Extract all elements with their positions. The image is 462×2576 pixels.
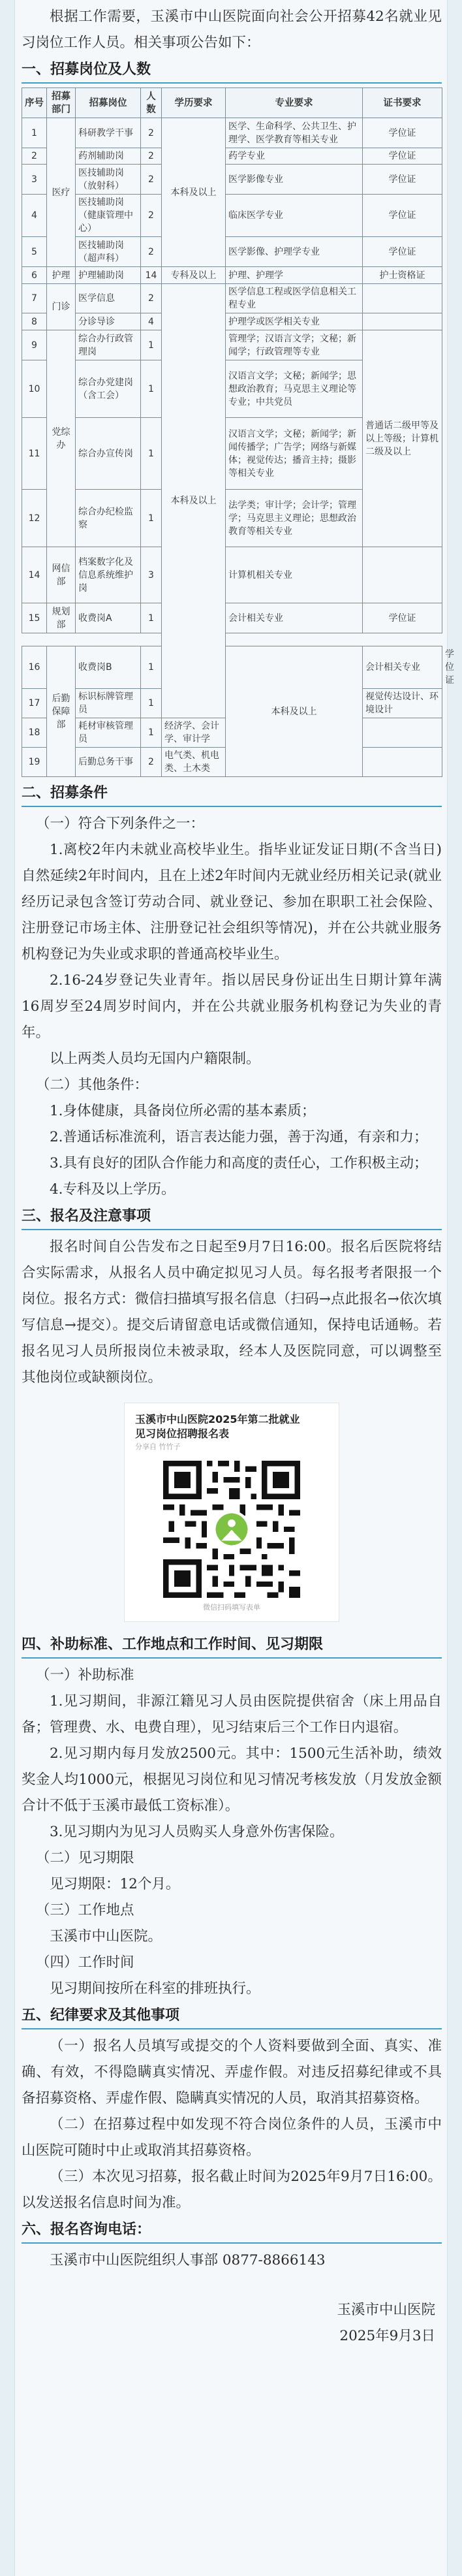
row-no: 2 — [22, 148, 47, 165]
row-post: 分诊导诊 — [76, 313, 141, 330]
footer-org: 玉溪市中山医院 — [337, 2302, 435, 2318]
subheading-place: （三）工作地点 — [36, 1902, 134, 1918]
table-row — [22, 330, 442, 360]
header-cert: 证书要求 — [363, 88, 442, 118]
row-no: 17 — [22, 689, 47, 718]
paragraph: 见习期限：12个月。 — [50, 1876, 180, 1892]
row-num: 1 — [141, 718, 162, 748]
row-post: 科研教学干事 — [76, 118, 141, 148]
row-num: 1 — [141, 330, 162, 360]
table-row — [22, 267, 442, 284]
paragraph: （一）报名人员填写或提交的个人资料要做到全面、真实、准确、有效，不得隐瞒真实情况、弄虚作假。对违反招募纪律或不具备招募资格、弄虚作假、隐瞒真实情况的人员，取消其招募资格。 — [22, 2038, 442, 2107]
row-major: 医学影像、护理学专业 — [226, 237, 363, 267]
row-post: 收费岗B — [76, 646, 141, 689]
row-num: 2 — [141, 165, 162, 195]
table-spacer-row — [22, 633, 442, 646]
row-cert: 普通话二级甲等及以上等级；计算机二级及以上 — [363, 330, 442, 547]
subheading-time: （四）工作时间 — [36, 1954, 134, 1971]
row-cert: 学位证 — [363, 603, 442, 633]
row-major: 法学类；审计学；会计学；管理学；马克思主义理论；思想政治教育等相关专业 — [226, 490, 363, 547]
row-no: 15 — [22, 603, 47, 633]
row-num: 2 — [141, 118, 162, 148]
paragraph: 1.离校2年内未就业高校毕业生。指毕业证发证日期(不含当日)自然延续2年时间内，且在上述2年时间内无就业经历相关记录(就业经历记录包含签订劳动合同、就业登记、参加在职职工社会保险、注册登记市场主体、注册登记社会组织等情况)，并在公共就业服务机构登记为失业或求职的普通高校毕业生。 — [22, 842, 442, 962]
row-num: 2 — [141, 148, 162, 165]
row-cert: 学位证 — [363, 237, 442, 267]
row-major: 医学影像专业 — [226, 165, 363, 195]
edu-cell: 本科及以上 — [162, 284, 226, 718]
paragraph: （二）在招募过程中如发现不符合岗位条件的人员，玉溪市中山医院可随时中止或取消其招募资格。 — [22, 2116, 442, 2159]
row-major: 会计相关专业 — [226, 603, 363, 633]
header-dept: 招募部门 — [47, 88, 76, 118]
row-post: 护理辅助岗 — [76, 267, 141, 284]
paragraph: 2.16-24岁登记失业青年。指以居民身份证出生日期计算年满16周岁至24周岁时间内，并在公共就业服务机构登记为失业的青年。 — [22, 972, 442, 1041]
row-post: 医技辅助岗（健康管理中心） — [76, 195, 141, 237]
table-row — [22, 547, 442, 603]
recruitment-table — [22, 87, 454, 777]
row-post: 收费岗A — [76, 603, 141, 633]
subheading-conditions-one: （一）符合下列条件之一： — [36, 816, 205, 832]
table-gap — [22, 633, 442, 646]
row-num: 2 — [141, 748, 162, 777]
row-major: 汉语言文学；文秘；新闻学；新闻传播学；广告学；网络与新媒体；视觉传达；播音主持；摄影等相关专业 — [226, 418, 363, 490]
header-edu: 学历要求 — [162, 88, 226, 118]
section-heading-contact: 六、报名咨询电话： — [22, 2220, 442, 2244]
row-major: 医学、生命科学、公共卫生、护理学、医学教育等相关专业 — [226, 118, 363, 148]
row-num: 3 — [141, 547, 162, 603]
paragraph: 玉溪市中山医院。 — [50, 1928, 162, 1945]
paragraph: （三）本次见习招募，报名截止时间为2025年9月7日16:00。以发送报名信息时间为准。 — [22, 2169, 442, 2211]
paragraph: 4.专科及以上学历。 — [50, 1181, 176, 1198]
paragraph: 以上两类人员均无国内户籍限制。 — [50, 1051, 260, 1067]
dept-cell: 医疗 — [47, 118, 76, 267]
row-no: 7 — [22, 284, 47, 313]
dept-cell: 党综办 — [47, 330, 76, 547]
article-content — [22, 0, 454, 2349]
row-no: 1 — [22, 118, 47, 148]
paragraph: 3.见习期内为见习人员购买人身意外伤害保险。 — [50, 1824, 344, 1840]
row-major: 临床医学专业 — [226, 195, 363, 237]
edu-cell: 本科及以上 — [162, 118, 226, 267]
form-title-line1: 玉溪市中山医院2025年第二批就业 — [135, 1413, 300, 1425]
row-post: 标识标牌管理员 — [76, 689, 141, 718]
table-row: 16 后勤保障部 收费岗B 1 本科及以上 会计相关专业 学位证 — [22, 646, 442, 689]
table-row — [22, 603, 442, 633]
subheading-subsidy: （一）补助标准 — [36, 1667, 134, 1683]
row-post: 后勤总务干事 — [76, 748, 141, 777]
row-no: 11 — [22, 418, 47, 490]
row-no: 12 — [22, 490, 47, 547]
table-row — [22, 237, 442, 267]
row-cert — [363, 547, 442, 603]
article-page — [14, 0, 454, 2576]
row-post: 综合办宣传岗 — [76, 418, 141, 490]
form-title-line2: 见习岗位招聘报名表 — [135, 1427, 230, 1440]
row-num: 2 — [141, 284, 162, 313]
qr-scan-hint: 微信扫码填写表单 — [203, 1603, 260, 1612]
row-num: 1 — [141, 603, 162, 633]
row-major: 医学信息工程或医学信息相关工程专业 — [226, 284, 363, 313]
dept-cell: 规划部 — [47, 603, 76, 633]
dept-cell: 网信部 — [47, 547, 76, 603]
row-major: 护理学或医学相关专业 — [226, 313, 363, 330]
row-major: 视觉传达设计、环境设计 — [363, 689, 442, 718]
header-major: 专业要求 — [226, 88, 363, 118]
row-num: 1 — [141, 418, 162, 490]
section-heading-subsidy: 四、补助标准、工作地点和工作时间、见习期限 — [22, 1635, 442, 1659]
contact-line: 玉溪市中山医院组织人事部 0877-8866143 — [50, 2252, 326, 2268]
row-post: 药剂辅助岗 — [76, 148, 141, 165]
row-major: 护理、护理学 — [226, 267, 363, 284]
row-num: 2 — [141, 195, 162, 237]
dept-cell: 护理 — [47, 267, 76, 284]
row-major: 药学专业 — [226, 148, 363, 165]
row-num: 1 — [141, 689, 162, 718]
intro-paragraph: 根据工作需要，玉溪市中山医院面向社会公开招募42名就业见习岗位工作人员。相关事项公告如下： — [22, 8, 442, 51]
row-major: 经济学、会计学、审计学 — [162, 718, 226, 748]
row-no: 16 — [22, 646, 47, 689]
paragraph: 1.见习期间，非源江籍见习人员由医院提供宿舍（床上用品自备；管理费、水、电费自理），见习结束后三个工作日内退宿。 — [22, 1693, 442, 1736]
row-post: 综合办纪检监察 — [76, 490, 141, 547]
paragraph: 2.普通话标准流利，语言表达能力强，善于沟通，有亲和力； — [50, 1129, 428, 1145]
row-cert: 学位证 — [363, 195, 442, 237]
row-no: 19 — [22, 748, 47, 777]
row-cert — [363, 313, 442, 330]
form-author: 分享自 竹竹子 — [135, 1442, 181, 1451]
row-major: 汉语言文学；文秘；新闻学；思想政治教育；马克思主义理论等专业；中共党员 — [226, 360, 363, 418]
row-post: 档案数字化及信息系统维护岗 — [76, 547, 141, 603]
subheading-other-conditions: （二）其他条件： — [36, 1077, 149, 1093]
row-cert: 学位证 — [363, 118, 442, 148]
row-post: 医学信息 — [76, 284, 141, 313]
row-cert: 学位证 — [363, 148, 442, 165]
row-no: 5 — [22, 237, 47, 267]
row-num: 1 — [141, 490, 162, 547]
table-row — [22, 284, 442, 313]
table-header-row — [22, 88, 442, 118]
row-num: 14 — [141, 267, 162, 284]
row-cert: 学位证 — [363, 165, 442, 195]
table-row — [22, 148, 442, 165]
paragraph: 3.具有良好的团队合作能力和高度的责任心，工作积极主动； — [50, 1155, 428, 1171]
row-no: 9 — [22, 330, 47, 360]
row-major: 电气类、机电类、土木类 — [162, 748, 226, 777]
header-no: 序号 — [22, 88, 47, 118]
footer-date: 2025年9月3日 — [339, 2328, 435, 2344]
edu-cell: 本科及以上 — [226, 646, 363, 777]
paragraph: 1.身体健康，具备岗位所必需的基本素质； — [50, 1103, 316, 1119]
row-num: 1 — [141, 360, 162, 418]
row-major: 管理学；汉语言文学；文秘；新闻学；行政管理等专业 — [226, 330, 363, 360]
dept-cell: 门诊 — [47, 284, 76, 330]
dept-cell: 后勤保障部 — [47, 646, 76, 777]
row-major: 会计相关专业 — [363, 646, 442, 689]
row-cert — [363, 748, 442, 777]
row-post: 耗材审核管理员 — [76, 718, 141, 748]
row-no: 10 — [22, 360, 47, 418]
row-cert: 护士资格证 — [363, 267, 442, 284]
paragraph: 2.见习期内每月发放2500元。其中：1500元生活补助，绩效奖金人均1000元，根据见习岗位和见习情况考核发放（月发放金额合计不低于玉溪市最低工资标准）。 — [22, 1745, 442, 1814]
row-no: 14 — [22, 547, 47, 603]
section-heading-conditions: 二、招募条件 — [22, 784, 442, 807]
row-no: 8 — [22, 313, 47, 330]
row-cert — [363, 284, 442, 313]
row-post: 综合办党建岗（含工会） — [76, 360, 141, 418]
row-post: 医技辅助岗（放射科） — [76, 165, 141, 195]
row-num: 4 — [141, 313, 162, 330]
row-post: 医技辅助岗（超声科） — [76, 237, 141, 267]
table-row — [22, 195, 442, 237]
table-row — [22, 313, 442, 330]
section-heading-registration: 三、报名及注意事项 — [22, 1207, 442, 1230]
paragraph: 报名时间自公告发布之日起至9月7日16:00。报名后医院将结合实际需求，从报名人员中确定拟见习人员。每名报考者限报一个岗位。报名方式：微信扫描填写报名信息（扫码→点此报名→依次填写信息→提交）。提交后请留意电话或微信通知，保持电话通畅。若报名见习人员所报岗位未被录取，经本人及医院同意，可以调整至其他岗位或缺额岗位。 — [22, 1239, 442, 1386]
row-no: 3 — [22, 165, 47, 195]
row-no: 6 — [22, 267, 47, 284]
row-no: 4 — [22, 195, 47, 237]
registration-form-card[interactable] — [124, 1403, 339, 1622]
row-edu: 专科及以上 — [162, 267, 226, 284]
section-heading-positions: 一、招募岗位及人数 — [22, 60, 442, 84]
row-no: 18 — [22, 718, 47, 748]
section-heading-discipline: 五、纪律要求及其他事项 — [22, 2006, 442, 2029]
row-num: 2 — [141, 237, 162, 267]
qr-code-icon[interactable] — [163, 1461, 300, 1598]
subheading-term: （二）见习期限 — [36, 1850, 134, 1866]
row-num: 1 — [141, 646, 162, 689]
header-num: 人数 — [141, 88, 162, 118]
table-row — [22, 118, 442, 148]
row-cert — [363, 718, 442, 748]
row-major: 计算机相关专业 — [226, 547, 363, 603]
header-post: 招募岗位 — [76, 88, 141, 118]
table-row — [22, 165, 442, 195]
row-post: 综合办行政管理岗 — [76, 330, 141, 360]
paragraph: 见习期间按所在科室的排班执行。 — [50, 1980, 260, 1997]
